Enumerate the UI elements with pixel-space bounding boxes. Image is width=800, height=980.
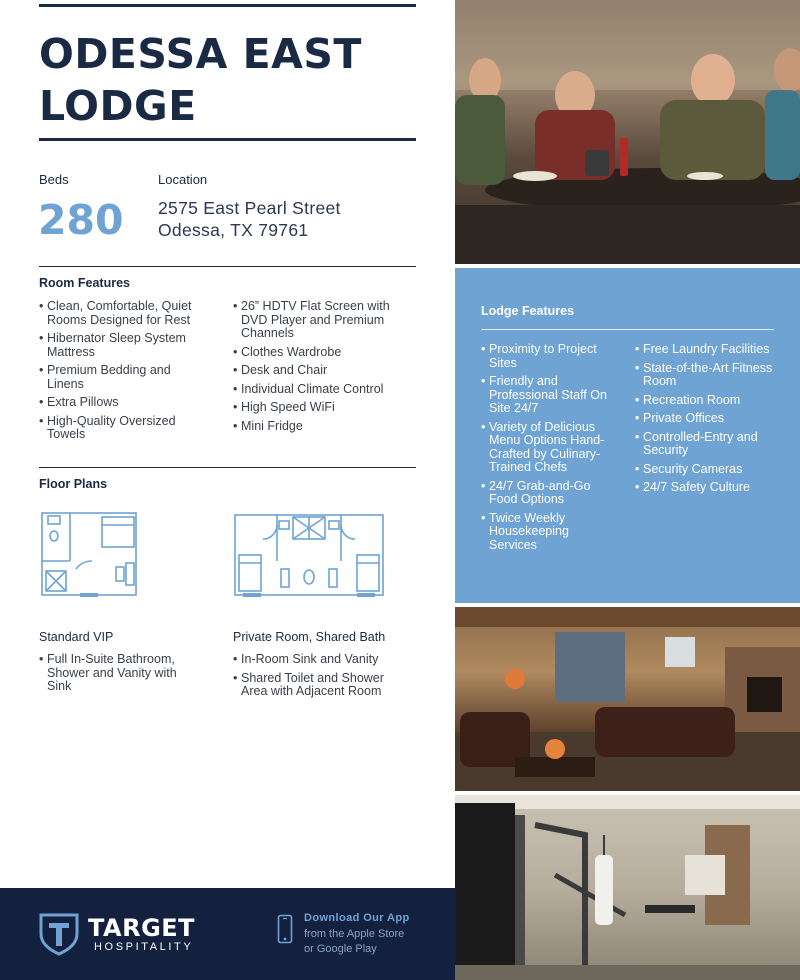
plan-2-name: Private Room, Shared Bath [233,630,386,644]
google-play-text: or Google Play [304,943,377,955]
floor-plans-title: Floor Plans [39,477,108,491]
title-bottom-rule [39,138,416,141]
room-features-list-1 [39,300,209,447]
list-item: • 26” HDTV Flat Screen with DVD Player and Premium Channels [233,300,413,341]
list-item: • High Speed WiFi [233,401,413,415]
gym-scene-image [455,795,800,980]
lounge-scene-image [455,607,800,791]
brochure-right-column [455,0,800,980]
list-item: • Free Laundry Facilities [635,343,775,357]
list-item: • Desk and Chair [233,364,413,378]
beds-label: Beds [39,172,69,187]
list-item: • Controlled-Entry and Security [635,431,775,458]
download-app-link[interactable]: Download Our App [304,912,410,924]
list-item: • 24/7 Grab-and-Go Food Options [481,480,619,507]
list-item: • Twice Weekly Housekeeping Services [481,512,619,553]
list-item: • In-Room Sink and Vanity [233,653,403,667]
list-item: • Hibernator Sleep System Mattress [39,332,209,359]
plan-1-name: Standard VIP [39,630,114,644]
list-item: • Mini Fridge [233,420,413,434]
address [158,197,341,241]
apple-store-text: from the Apple Store [304,928,405,940]
list-item: • Extra Pillows [39,396,209,410]
lodge-features-list-2 [635,343,775,500]
list-item: • Clothes Wardrobe [233,346,413,360]
lodge-features-title: Lodge Features [481,304,575,318]
lodge-features-rule [481,329,774,330]
room-features-title: Room Features [39,276,130,290]
address-line-2: Odessa, TX 79761 [158,220,309,240]
list-item: • Recreation Room [635,394,775,408]
plan-1-features [39,653,199,699]
list-item: • 24/7 Safety Culture [635,481,775,495]
list-item: • Friendly and Professional Staff On Site 24/7 [481,375,619,416]
dining-scene-image [455,0,800,264]
list-item: • Security Cameras [635,463,775,477]
list-item: • Full In-Suite Bathroom, Shower and Vanity with Sink [39,653,199,694]
location-label: Location [158,172,208,187]
shield-logo-icon [38,912,80,956]
logo-wordmark: TARGET [88,914,196,942]
top-rule [39,4,416,7]
room-features-list-2 [233,300,413,438]
page-title [39,28,419,132]
list-item: • Premium Bedding and Linens [39,364,209,391]
address-line-1: 2575 East Pearl Street [158,198,341,218]
divider-room-features [39,266,416,267]
list-item: • State-of-the-Art Fitness Room [635,362,775,389]
plan-2-features [233,653,403,704]
title-line-1: ODESSA EAST [39,30,362,78]
beds-count: 280 [38,196,124,244]
floor-plan-shared-icon [233,511,385,599]
footer-bar [0,888,455,980]
gym-photo [455,795,800,980]
list-item: • Clean, Comfortable, Quiet Rooms Designed for Rest [39,300,209,327]
lounge-photo [455,607,800,791]
list-item: • Variety of Delicious Menu Options Hand-Crafted by Culinary-Trained Chefs [481,421,619,475]
title-line-2: LODGE [39,82,197,130]
list-item: • Individual Climate Control [233,383,413,397]
list-item: • Private Offices [635,412,775,426]
list-item: • Proximity to Project Sites [481,343,619,370]
lodge-features-list-1 [481,343,619,557]
floor-plan-vip-icon [40,511,138,599]
list-item: • Shared Toilet and Shower Area with Adjacent Room [233,672,403,699]
list-item: • High-Quality Oversized Towels [39,415,209,442]
logo-subtitle: HOSPITALITY [94,941,194,953]
divider-floor-plans [39,467,416,468]
dining-photo [455,0,800,264]
lodge-features-panel [455,268,800,603]
phone-icon [277,914,293,944]
